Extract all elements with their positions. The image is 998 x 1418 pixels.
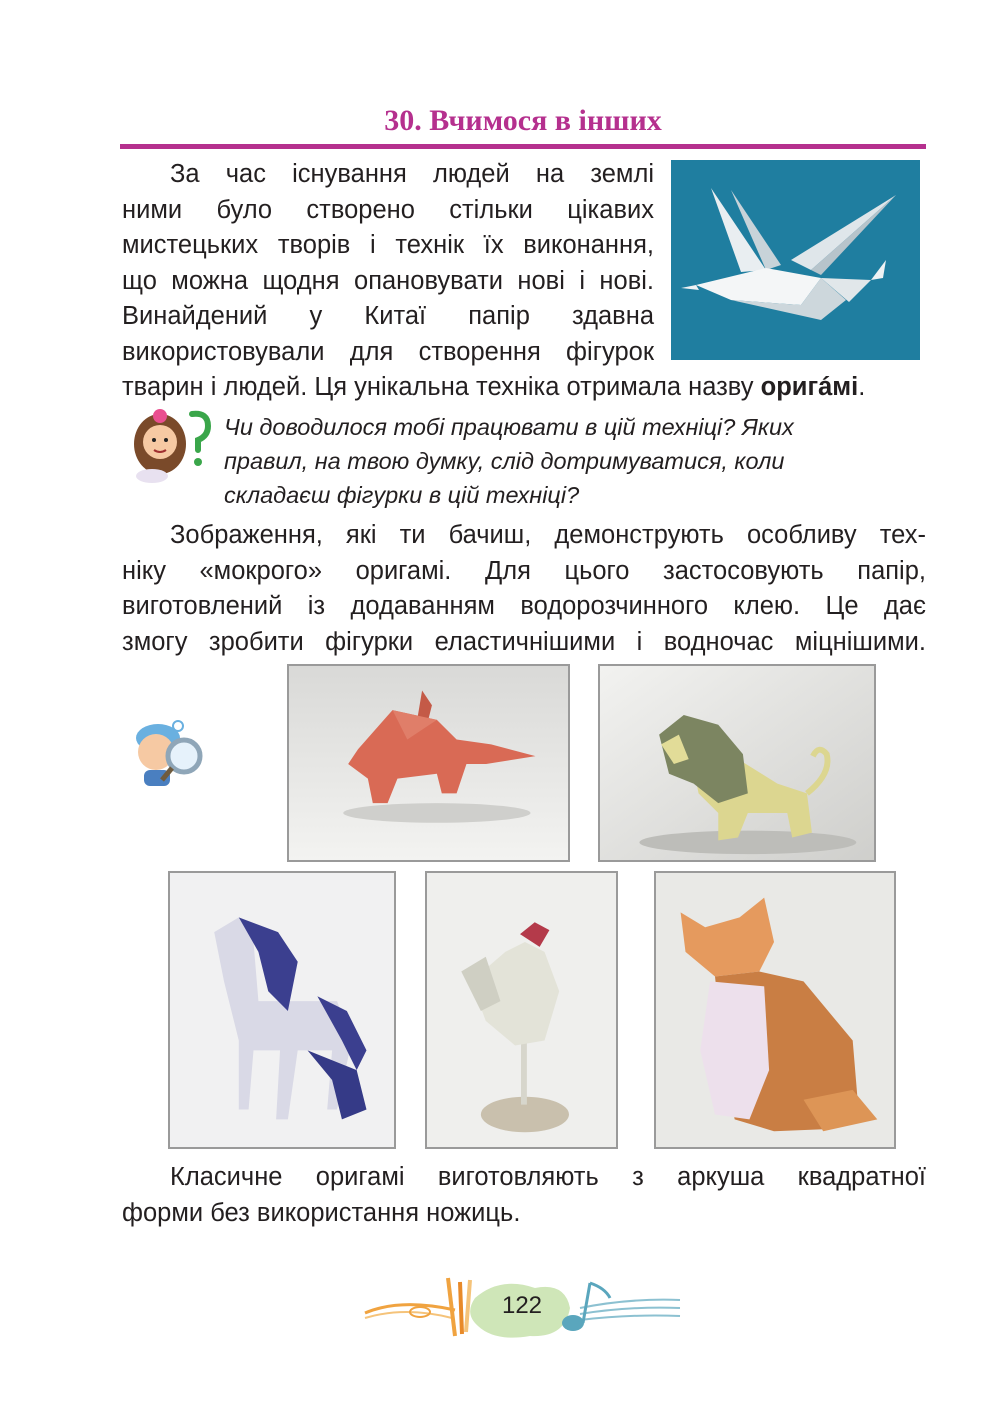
intro-last-line (122, 370, 928, 406)
question-line-1: Чи доводилося тобі працювати в цій техніці? Яких (224, 414, 794, 440)
page-title: 30. Вчимося в інших (384, 104, 662, 137)
wet-origami-paragraph (122, 518, 926, 660)
title-underline (120, 144, 926, 149)
origami-term: оригáмі (760, 373, 859, 401)
intro-line-7-prefix: тварин і людей. Ця унікальна техніка отримала назву (122, 373, 761, 401)
intro-line-7-suffix: . (858, 373, 866, 401)
classic-line-1: Класичне оригамі виготовляють з аркуша квадратної (170, 1163, 926, 1191)
intro-line-1: За час існування людей на землі (170, 160, 654, 188)
horse-origami-image (168, 871, 396, 1149)
page-number: 122 (501, 1292, 543, 1319)
intro-line-2: ними було створено стільки цікавих (122, 195, 654, 224)
cat-origami-image (654, 871, 896, 1149)
intro-paragraph-left (122, 157, 654, 370)
wet-line-3: виготовлений із додаванням водорозчинного клею. Це дає (122, 592, 926, 620)
bull-origami-image (287, 664, 570, 862)
wet-line-1: Зображення, які ти бачиш, демонструють особливу тех- (170, 521, 926, 549)
crane-origami-image (671, 160, 920, 360)
classic-origami-paragraph (122, 1160, 926, 1231)
question-line-3: складаєш фігурки в цій техніці? (224, 482, 580, 508)
wet-line-4: змогу зробити фігурки еластичнішими і водночас міцнішими. (122, 627, 926, 656)
classic-line-2: форми без використання ножиць. (122, 1198, 521, 1227)
question-line-2: правил, на твою думку, слід дотримуватися, коли (224, 448, 785, 474)
intro-line-3: мистецьких творів і технік їх виконання, (122, 231, 654, 259)
rooster-origami-image (425, 871, 618, 1149)
lion-origami-image (598, 664, 876, 862)
intro-line-6: використовували для створення фігурок (122, 337, 654, 366)
wet-line-2: ніку «мокрого» оригамі. Для цього застосовують папір, (122, 556, 926, 585)
intro-line-5: Винайдений у Китаї папір здавна (122, 302, 654, 330)
intro-line-4: що можна щодня опановувати нові і нові. (122, 266, 654, 295)
magnifier-boy-icon (126, 712, 208, 788)
thinking-girl-icon (122, 404, 216, 484)
question-paragraph (224, 410, 924, 512)
